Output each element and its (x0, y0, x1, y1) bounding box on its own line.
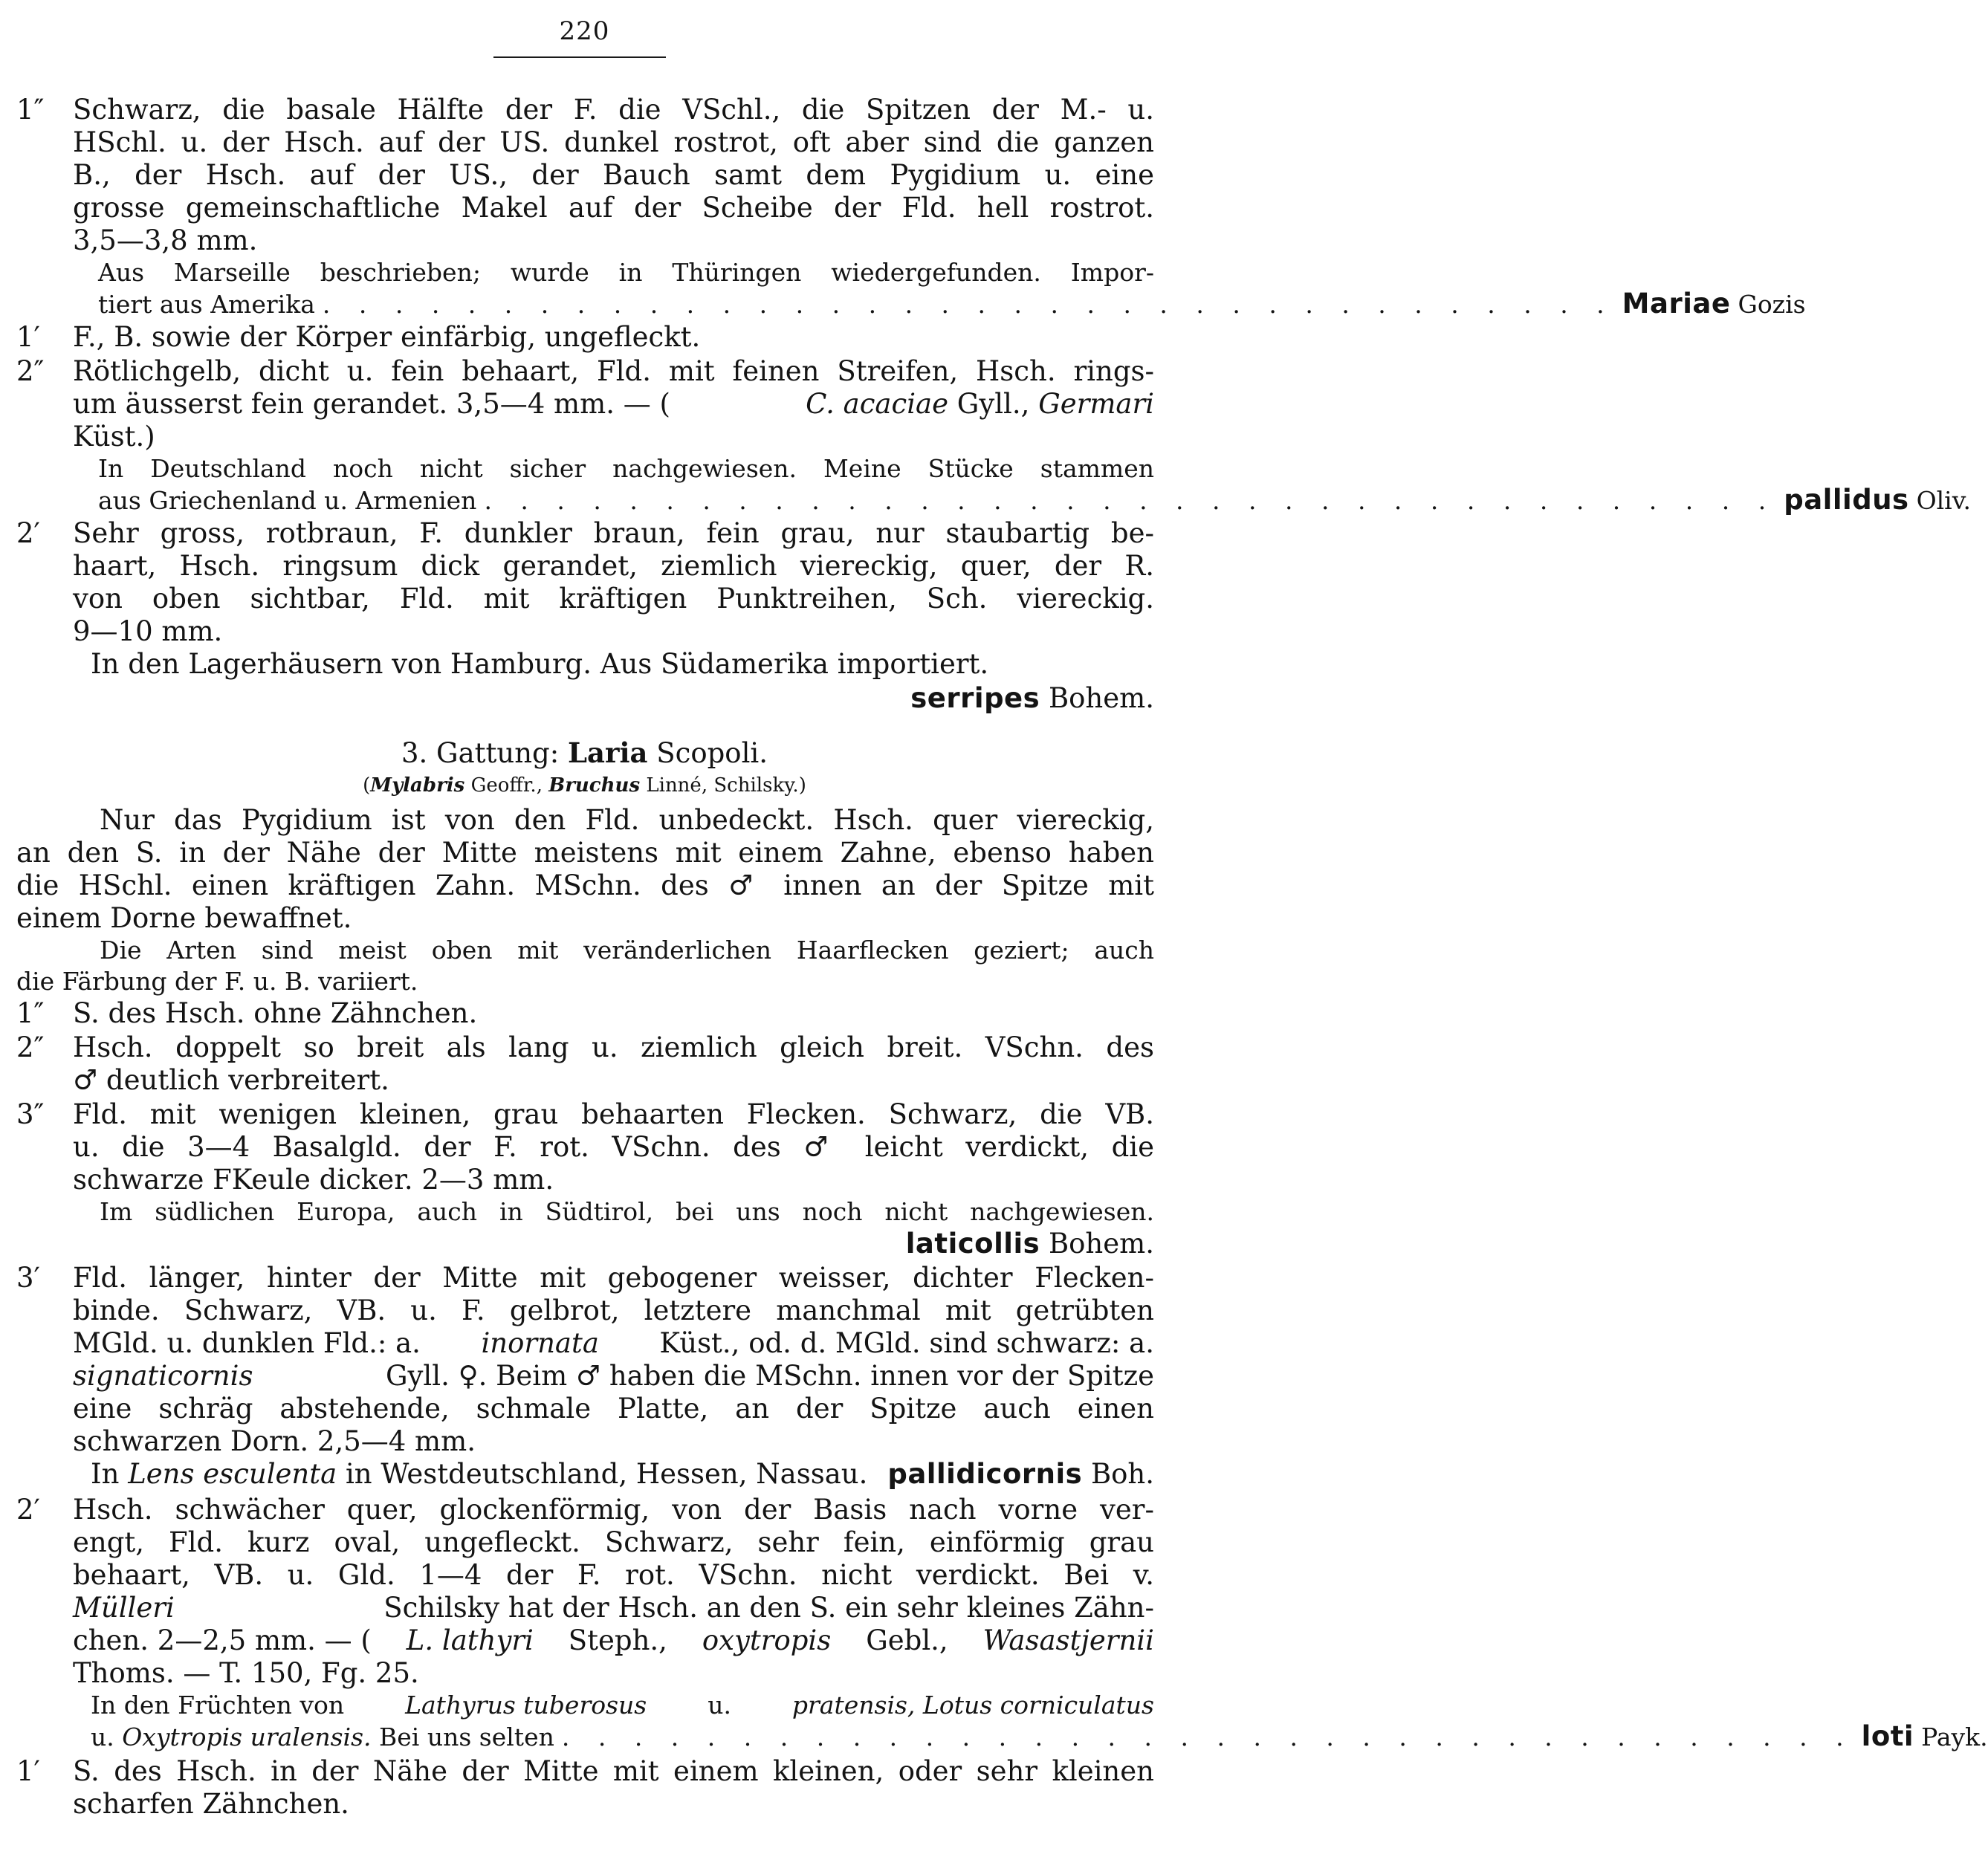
species-author: Boh. (1090, 1458, 1154, 1490)
genus-heading (0, 736, 1169, 770)
species-line (98, 484, 1971, 516)
genus-description: die HSchl. einen kräftigen Zahn. MSchn. des ♂ innen an der Spitze mit (16, 869, 1154, 901)
key-text-line: chen. 2—2,5 mm. — ( L. lathyri Steph., oxytropis Gebl., Wasastjernii (73, 1624, 1154, 1656)
key-text-line: Fld. mit wenigen kleinen, grau behaarten Flecken. Schwarz, die VB. (73, 1098, 1154, 1130)
species-line (98, 288, 1806, 320)
synonym: Wasastjernii (982, 1624, 1154, 1656)
genus-author: Scopoli. (656, 737, 768, 769)
distribution-note: Im südlichen Europa, auch in Südtirol, bei uns noch nicht nachgewiesen. (100, 1197, 1154, 1226)
synonym: Mylabris (370, 774, 465, 797)
key-number: 3″ (16, 1098, 45, 1130)
key-text-line (73, 388, 1154, 421)
leader-dots: . . . . . . . . . . . . . . . . . . . . . . . . . . . . . . . . . . . . (484, 486, 1777, 515)
synonym-author: Gyll., (956, 388, 1030, 420)
genus-synonyms: (Mylabris Geoffr., Bruchus Linné, Schilsky.) (363, 774, 806, 797)
genus-note: Die Arten sind meist oben mit veränderlichen Haarflecken geziert; auch (100, 936, 1154, 965)
key-number: 1″ (16, 997, 45, 1029)
key-text-line: B., der Hsch. auf der US., der Bauch samt dem Pygidium u. eine (73, 159, 1154, 191)
species-name: pallidus (1784, 484, 1909, 516)
genus-description: Nur das Pygidium ist von den Fld. unbedeckt. Hsch. quer viereckig, (100, 804, 1154, 836)
synonym: L. lathyri (406, 1624, 534, 1656)
key-text-line: engt, Fld. kurz oval, ungefleckt. Schwarz, sehr fein, einförmig grau (73, 1526, 1154, 1558)
key-number: 1′ (16, 1755, 40, 1787)
key-text-line: F., B. sowie der Körper einfärbig, ungefleckt. (73, 321, 701, 353)
key-number: 3′ (16, 1262, 40, 1294)
species-author: Payk. (1921, 1722, 1988, 1751)
key-text-line: scharfen Zähnchen. (73, 1788, 349, 1820)
distribution-note: tiert aus Amerika (98, 290, 315, 319)
distribution-note: In Deutschland noch nicht sicher nachgewiesen. Meine Stücke stammen (98, 454, 1154, 483)
species-name: laticollis (905, 1228, 1040, 1260)
key-text-line: Schwarz, die basale Hälfte der F. die VSchl., die Spitzen der M.- u. (73, 94, 1154, 126)
host-plant: Lathyrus tuberosus (405, 1691, 647, 1720)
species-author: Oliv. (1916, 486, 1971, 515)
key-number: 2′ (16, 1494, 40, 1526)
leader-dots: . . . . . . . . . . . . . . . . . . . . . . . . . . . . . . . . . . . . (322, 290, 1615, 319)
aberration-name: signaticornis (73, 1360, 253, 1392)
key-text-line: Fld. länger, hinter der Mitte mit gebogener weisser, dichter Flecken- (73, 1262, 1154, 1294)
species-line: u. Oxytropis uralensis. Bei uns selten . . . . . . . . . . . . . . . . . . . . . . . . . . . . . . . . . . . . loti Payk. (91, 1720, 1988, 1752)
key-text-line: von oben sichtbar, Fld. mit kräftigen Punktreihen, Sch. viereckig. (73, 583, 1154, 615)
key-text-line: Mülleri Schilsky hat der Hsch. an den S. ein sehr kleines Zähn- (73, 1592, 1154, 1624)
genus-description: einem Dorne bewaffnet. (16, 902, 352, 934)
key-text-line: Sehr gross, rotbraun, F. dunkler braun, fein grau, nur staubartig be- (73, 517, 1154, 549)
key-text: um äusserst fein gerandet. 3,5—4 mm. — ( (73, 388, 670, 420)
distribution-note: aus Griechenland u. Armenien (98, 486, 477, 515)
host-plant: pratensis, Lotus corniculatus (791, 1691, 1154, 1720)
species-author: Bohem. (1048, 682, 1154, 714)
key-text-line: Hsch. schwächer quer, glockenförmig, von der Basis nach vorne ver- (73, 1494, 1154, 1526)
synonym: Bruchus (548, 774, 641, 797)
key-number: 2′ (16, 517, 40, 549)
key-number: 2″ (16, 1031, 45, 1063)
variety-name: Mülleri (73, 1592, 175, 1624)
species-author: Bohem. (1048, 1228, 1154, 1260)
key-text-line: binde. Schwarz, VB. u. F. gelbrot, letztere manchmal mit getrübten (73, 1294, 1154, 1326)
key-text-line: eine schräg abstehende, schmale Platte, an der Spitze auch einen (73, 1393, 1154, 1425)
host-plant: Oxytropis uralensis. (122, 1722, 372, 1751)
host-plant: Lens esculenta (128, 1458, 337, 1490)
leader-dots: . . . . . . . . . . . . . . . . . . . . . . . . . . . . . . . . . . . . (561, 1722, 1854, 1751)
page-number: 220 (559, 16, 610, 46)
key-text-line: Küst.) (73, 421, 155, 453)
species-name: serripes (910, 682, 1040, 714)
key-text-line: Hsch. doppelt so breit als lang u. ziemlich gleich breit. VSchn. des (73, 1031, 1154, 1063)
species-line (669, 682, 1154, 715)
key-text-line: schwarzen Dorn. 2,5—4 mm. (73, 1425, 476, 1457)
key-text-line: haart, Hsch. ringsum dick gerandet, ziemlich viereckig, quer, der R. (73, 550, 1154, 582)
key-text-line: MGld. u. dunklen Fld.: a. inornata Küst., od. d. MGld. sind schwarz: a. (73, 1327, 1154, 1359)
key-text-line: behaart, VB. u. Gld. 1—4 der F. rot. VSchn. nicht verdickt. Bei v. (73, 1559, 1154, 1591)
key-text-line: signaticornis Gyll. ♀. Beim ♂ haben die MSchn. innen vor der Spitze (73, 1360, 1154, 1392)
synonym: oxytropis (702, 1624, 832, 1656)
distribution-note: In den Lagerhäusern von Hamburg. Aus Südamerika importiert. (91, 648, 989, 680)
key-text-line: schwarze FKeule dicker. 2—3 mm. (73, 1164, 554, 1196)
key-text-line: 9—10 mm. (73, 615, 223, 647)
species-name: loti (1861, 1720, 1914, 1752)
species-author: Gozis (1738, 290, 1806, 319)
key-number: 2″ (16, 355, 45, 387)
synonym: C. acaciae (806, 388, 948, 420)
distribution-note: Aus Marseille beschrieben; wurde in Thüringen wiedergefunden. Impor- (98, 258, 1154, 287)
key-number: 1″ (16, 94, 45, 126)
key-text-line: Rötlichgelb, dicht u. fein behaart, Fld. mit feinen Streifen, Hsch. rings- (73, 355, 1154, 387)
synonym: Germari (1038, 388, 1154, 420)
key-text-line: ♂ deutlich verbreitert. (73, 1064, 389, 1096)
key-number: 1′ (16, 321, 40, 353)
key-text-line: S. des Hsch. ohne Zähnchen. (73, 997, 478, 1029)
aberration-name: inornata (481, 1327, 599, 1359)
key-text-line: Thoms. — T. 150, Fg. 25. (73, 1657, 419, 1689)
genus-name: Laria (567, 736, 648, 769)
species-name: pallidicornis (887, 1458, 1083, 1490)
key-text-line: S. des Hsch. in der Nähe der Mitte mit einem kleinen, oder sehr kleinen (73, 1755, 1154, 1787)
key-text-line: 3,5—3,8 mm. (73, 224, 258, 256)
distribution-note: In Lens esculenta in Westdeutschland, Hessen, Nassau. pallidicornis Boh. (91, 1458, 1154, 1490)
genus-note: die Färbung der F. u. B. variiert. (16, 967, 418, 996)
species-name: Mariae (1622, 288, 1731, 320)
key-text-line: u. die 3—4 Basalgld. der F. rot. VSchn. des ♂ leicht verdickt, die (73, 1131, 1154, 1163)
genus-description: an den S. in der Nähe der Mitte meistens mit einem Zahne, ebenso haben (16, 837, 1154, 869)
distribution-note: In den Früchten von Lathyrus tuberosus u. pratensis, Lotus corniculatus (91, 1691, 1154, 1720)
key-text-line: grosse gemeinschaftliche Makel auf der Scheibe der Fld. hell rostrot. (73, 192, 1154, 224)
species-line (669, 1228, 1154, 1260)
genus-prefix: 3. Gattung: (401, 737, 560, 769)
header-rule (493, 56, 666, 58)
key-text-line: HSchl. u. der Hsch. auf der US. dunkel rostrot, oft aber sind die ganzen (73, 126, 1154, 158)
